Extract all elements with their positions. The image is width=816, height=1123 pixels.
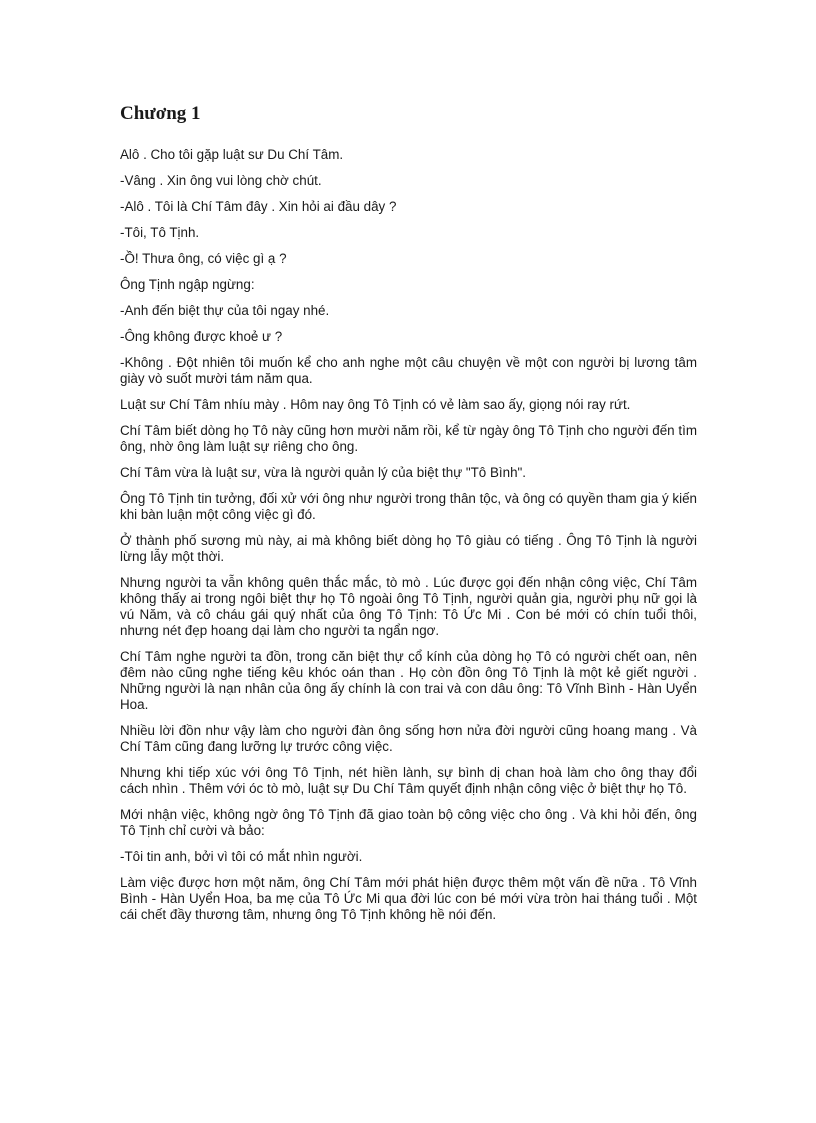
- paragraph: -Alô . Tôi là Chí Tâm đây . Xin hỏi ai đầu dây ?: [120, 199, 397, 214]
- paragraph: Ông Tô Tịnh tin tưởng, đối xử với ông như người trong thân tộc, và ông có quyền tham gia ý kiến khi bàn luận một công việc gì đó.: [120, 491, 697, 522]
- paragraph: Nhưng người ta vẫn không quên thắc mắc, tò mò . Lúc được gọi đến nhận công việc, Chí Tâm không thấy ai trong ngôi biệt thự họ Tô ngoài ông Tô Tịnh, người quản gia, người phụ nữ gọi là vú Năm, và cô cháu gái quý nhất của ông Tô Tịnh: Tô Ức Mi . Con bé mới có chín tuổi thôi, nhưng nét đẹp hoang dại làm cho người ta ngẩn ngơ.: [120, 575, 697, 638]
- paragraph: Chí Tâm biết dòng họ Tô này cũng hơn mười năm rồi, kể từ ngày ông Tô Tịnh cho người đến tìm ông, nhờ ông làm luật sự riêng cho ông.: [120, 423, 697, 454]
- paragraph: Làm việc được hơn một năm, ông Chí Tâm mới phát hiện được thêm một vấn đề nữa . Tô Vĩnh Bình - Hàn Uyển Hoa, ba mẹ của Tô Ức Mi qua đời lúc con bé mới vừa tròn hai tháng tuổi . Một cái chết đầy thương tâm, nhưng ông Tô Tịnh không hề nói đến.: [120, 875, 697, 922]
- document-body: [120, 147, 697, 923]
- paragraph: Alô . Cho tôi gặp luật sư Du Chí Tâm.: [120, 147, 344, 162]
- paragraph: -Ông không được khoẻ ư ?: [120, 329, 283, 344]
- paragraph: Chí Tâm nghe người ta đồn, trong căn biệt thự cổ kính của dòng họ Tô có người chết oan, nên đêm nào cũng nghe tiếng kêu khóc oán than . Họ còn đồn ông Tô Tịnh là một kẻ giết người . Những người là nạn nhân của ông ấy chính là con trai và con dâu ông: Tô Vĩnh Bình - Hàn Uyển Hoa.: [120, 649, 697, 712]
- paragraph: -Không . Đột nhiên tôi muốn kể cho anh nghe một câu chuyện về một con người bị lương tâm giày vò suốt mười tám năm qua.: [120, 355, 697, 386]
- paragraph: Ông Tịnh ngập ngừng:: [120, 277, 255, 292]
- paragraph: Mới nhận việc, không ngờ ông Tô Tịnh đã giao toàn bộ công việc cho ông . Và khi hỏi đến, ông Tô Tịnh chỉ cười và bảo:: [120, 807, 697, 838]
- paragraph: -Vâng . Xin ông vui lòng chờ chút.: [120, 173, 322, 188]
- chapter-title: Chương 1: [120, 103, 201, 124]
- paragraph: Luật sư Chí Tâm nhíu mày . Hôm nay ông Tô Tịnh có vẻ làm sao ấy, giọng nói ray rứt.: [120, 397, 631, 412]
- document-page: [120, 102, 697, 933]
- paragraph: Nhiều lời đồn như vậy làm cho người đàn ông sống hơn nửa đời người cũng hoang mang . Và Chí Tâm cũng đang lưỡng lự trước công việc.: [120, 723, 697, 754]
- paragraph: -Ồ! Thưa ông, có việc gì ạ ?: [120, 251, 287, 266]
- paragraph: -Tôi, Tô Tịnh.: [120, 225, 200, 240]
- paragraph: Chí Tâm vừa là luật sư, vừa là người quản lý của biệt thự "Tô Bình".: [120, 465, 526, 480]
- paragraph: -Tôi tin anh, bởi vì tôi có mắt nhìn người.: [120, 849, 363, 864]
- paragraph: -Anh đến biệt thự của tôi ngay nhé.: [120, 303, 330, 318]
- paragraph: Nhưng khi tiếp xúc với ông Tô Tịnh, nét hiền lành, sự bình dị chan hoà làm cho ông thay đổi cách nhìn . Thêm với óc tò mò, luật sự Du Chí Tâm quyết định nhận công việc ở biệt thự họ Tô.: [120, 765, 697, 796]
- paragraph: Ở thành phố sương mù này, ai mà không biết dòng họ Tô giàu có tiếng . Ông Tô Tịnh là người lừng lẫy một thời.: [120, 533, 697, 564]
